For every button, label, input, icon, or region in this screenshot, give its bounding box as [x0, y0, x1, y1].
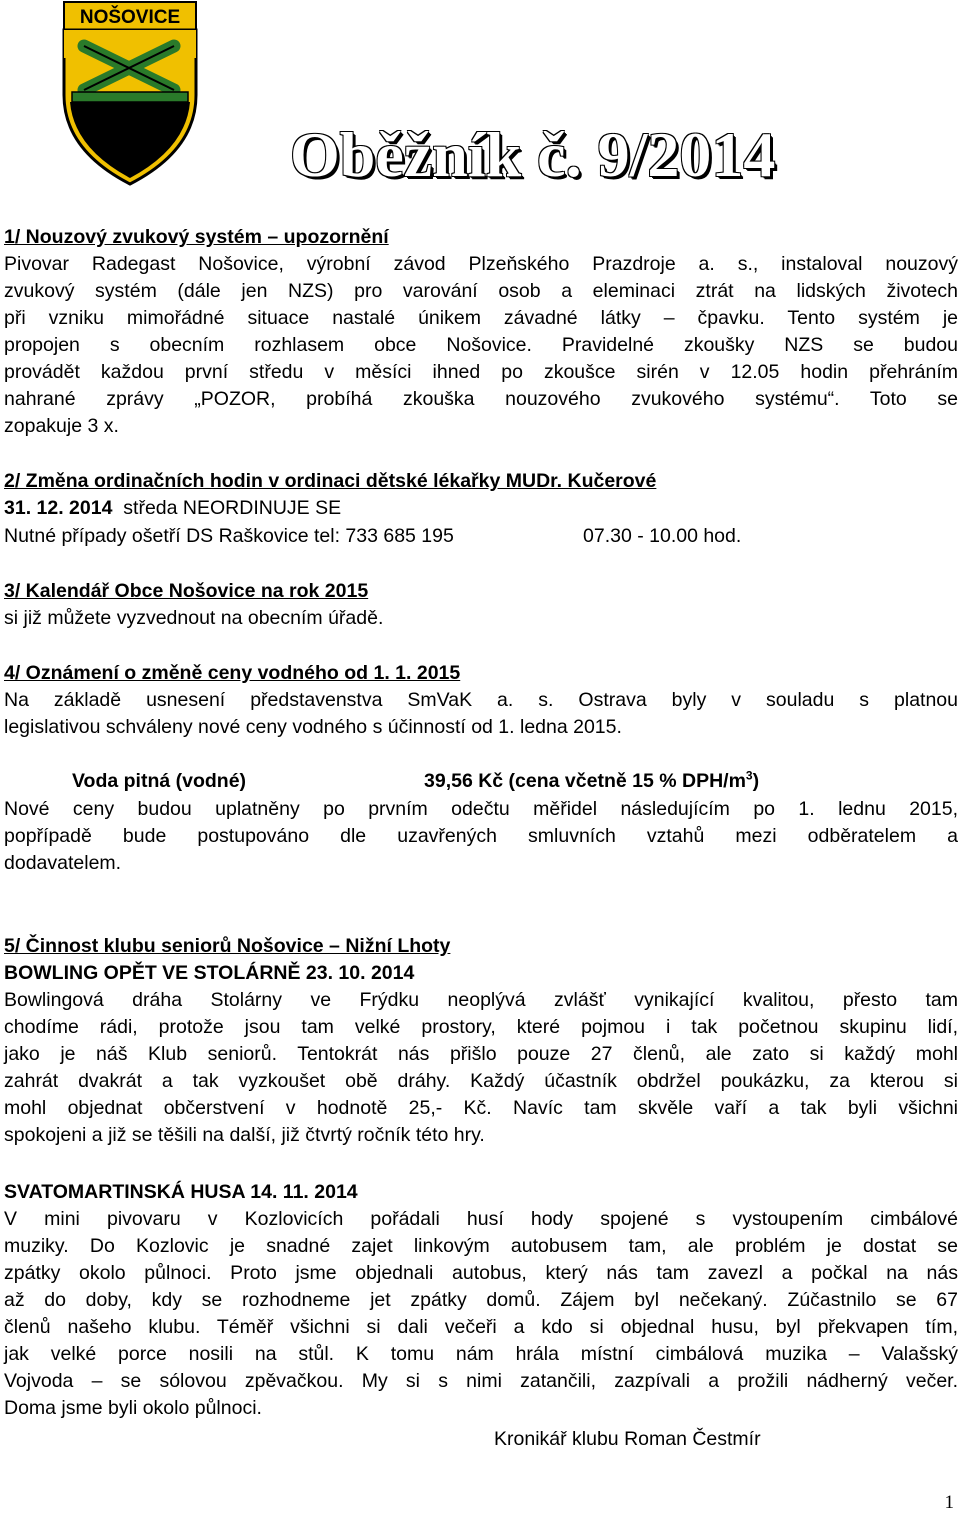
- bowling-line: zahrát dvakrát a tak vyzkoušet obě dráhy. Každý účastník obdržel poukázku, za kterou si: [4, 1070, 958, 1092]
- section-3-heading: 3/ Kalendář Obce Nošovice na rok 2015: [4, 580, 369, 602]
- section-1-line: propojen s obecním rozhlasem obce Nošovice. Pravidelné zkoušky NZS se budou: [4, 334, 958, 356]
- section-3-line: si již můžete vyzvednout na obecním úřadě.: [4, 607, 384, 629]
- section-1-line: Pivovar Radegast Nošovice, výrobní závod Plzeňského Prazdroje a. s., instaloval nouzový: [4, 253, 958, 275]
- water-price-value: 39,56 Kč (cena včetně 15 % DPH/$m^3$): [424, 768, 760, 792]
- bowling-subheading: BOWLING OPĚT VE STOLÁRNĚ 23. 10. 2014: [4, 962, 415, 984]
- section-1-line: provádět každou první středu v měsíci ihned po zkoušce sirén v 12.05 hodin přehráním: [4, 361, 958, 383]
- section-4-line: Na základě usnesení představenstva SmVaK a. s. Ostrava byly v souladu s platnou: [4, 689, 958, 711]
- section-4-after-line: popřípadě bude postupováno dle uzavřených smluvních vztahů mezi odběratelem a: [4, 825, 958, 847]
- signature: Kronikář klubu Roman Čestmír: [494, 1428, 761, 1450]
- husa-line: muziky. Do Kozlovic je snadné zajet linkovým autobusem tam, ale problém je dostat se: [4, 1235, 958, 1257]
- bowling-line: chodíme rádi, protože jsou tam velké prostory, které pojmou i tak početnou skupinu lidí,: [4, 1016, 958, 1038]
- section-1-heading: 1/ Nouzový zvukový systém – upozornění: [4, 226, 389, 248]
- section-1-line: zvukový systém (dále jen NZS) pro varování osob a eleminaci ztrát na lidských životech: [4, 280, 958, 302]
- husa-line: jak velké porce nosili na stůl. K tomu nám hrála místní cimbálová muzika – Valašský: [4, 1343, 958, 1365]
- husa-line: zpátky okolo půlnoci. Proto jsme objednali autobus, který nás tam zavezl a počkal na nás: [4, 1262, 958, 1284]
- section-5-heading: 5/ Činnost klubu seniorů Nošovice – Nižní Lhoty: [4, 935, 451, 957]
- section-2-heading: 2/ Změna ordinačních hodin v ordinaci dětské lékařky MUDr. Kučerové: [4, 470, 657, 492]
- husa-line: Doma jsme byli okolo půlnoci.: [4, 1397, 262, 1419]
- husa-line: V mini pivovaru v Kozlovicích pořádali husí hody spojené s vystoupením cimbálové: [4, 1208, 958, 1230]
- section-2-date-line: [4, 497, 341, 519]
- bowling-line: jako je náš Klub seniorů. Tentokrát nás přišlo pouze 27 členů, ale zato si každý mohl: [4, 1043, 958, 1065]
- section-4-after-line: dodavatelem.: [4, 852, 122, 874]
- section-4-line: legislativou schváleny nové ceny vodného s účinností od 1. ledna 2015.: [4, 716, 622, 738]
- bowling-line: mohl objednat občerstvení v hodnotě 25,- Kč. Navíc tam skvěle vaří a tak byli všichni: [4, 1097, 958, 1119]
- section-1-line: nahrané zprávy „POZOR, probíhá zkouška nouzového zvukového systému“. Toto se: [4, 388, 958, 410]
- section-4-after-line: Nové ceny budou uplatněny po prvním odečtu měřidel následujícím po 1. lednu 2015,: [4, 798, 958, 820]
- bowling-line: Bowlingová dráha Stolárny ve Frýdku neoplývá zvlášť vynikající kvalitou, přesto tam: [4, 989, 958, 1011]
- section-1-line: při vzniku mimořádné situace nastalé únikem závadné látky – čpavku. Tento systém je: [4, 307, 958, 329]
- page-title: Oběžník č. 9/2014: [290, 119, 776, 190]
- page-number: 1: [944, 1492, 954, 1513]
- bowling-line: spokojeni a již se těšili na další, již čtvrtý ročník této hry.: [4, 1124, 485, 1146]
- closure-note: středa NEORDINUJE SE: [123, 497, 342, 519]
- husa-line: až do doby, kdy se rozhodneme jet zpátky domů. Zájem byl nečekaný. Zúčastnilo se 67: [4, 1289, 958, 1311]
- water-price-label: Voda pitná (vodné): [72, 770, 247, 792]
- crest-text: NOŠOVICE: [79, 7, 181, 28]
- husa-line: členů našeho klubu. Téměř všichni si dali večeři a kdo si objednal husu, byl překvapen tím,: [4, 1316, 958, 1338]
- section-4-heading: 4/ Oznámení o změně ceny vodného od 1. 1. 2015: [4, 662, 461, 684]
- municipal-crest-logo: [62, 0, 198, 186]
- section-1-line: zopakuje 3 x.: [4, 415, 119, 437]
- section-2-contact: Nutné případy ošetří DS Raškovice tel: 733 685 195: [4, 525, 454, 547]
- closure-date: 31. 12. 2014: [4, 497, 113, 519]
- husa-subheading: SVATOMARTINSKÁ HUSA 14. 11. 2014: [4, 1181, 358, 1203]
- husa-line: Vojvoda – se sólovou zpěvačkou. My si s nimi zatančili, zazpívali a prožili nádherný večer.: [4, 1370, 958, 1392]
- section-2-hours: 07.30 - 10.00 hod.: [583, 525, 742, 547]
